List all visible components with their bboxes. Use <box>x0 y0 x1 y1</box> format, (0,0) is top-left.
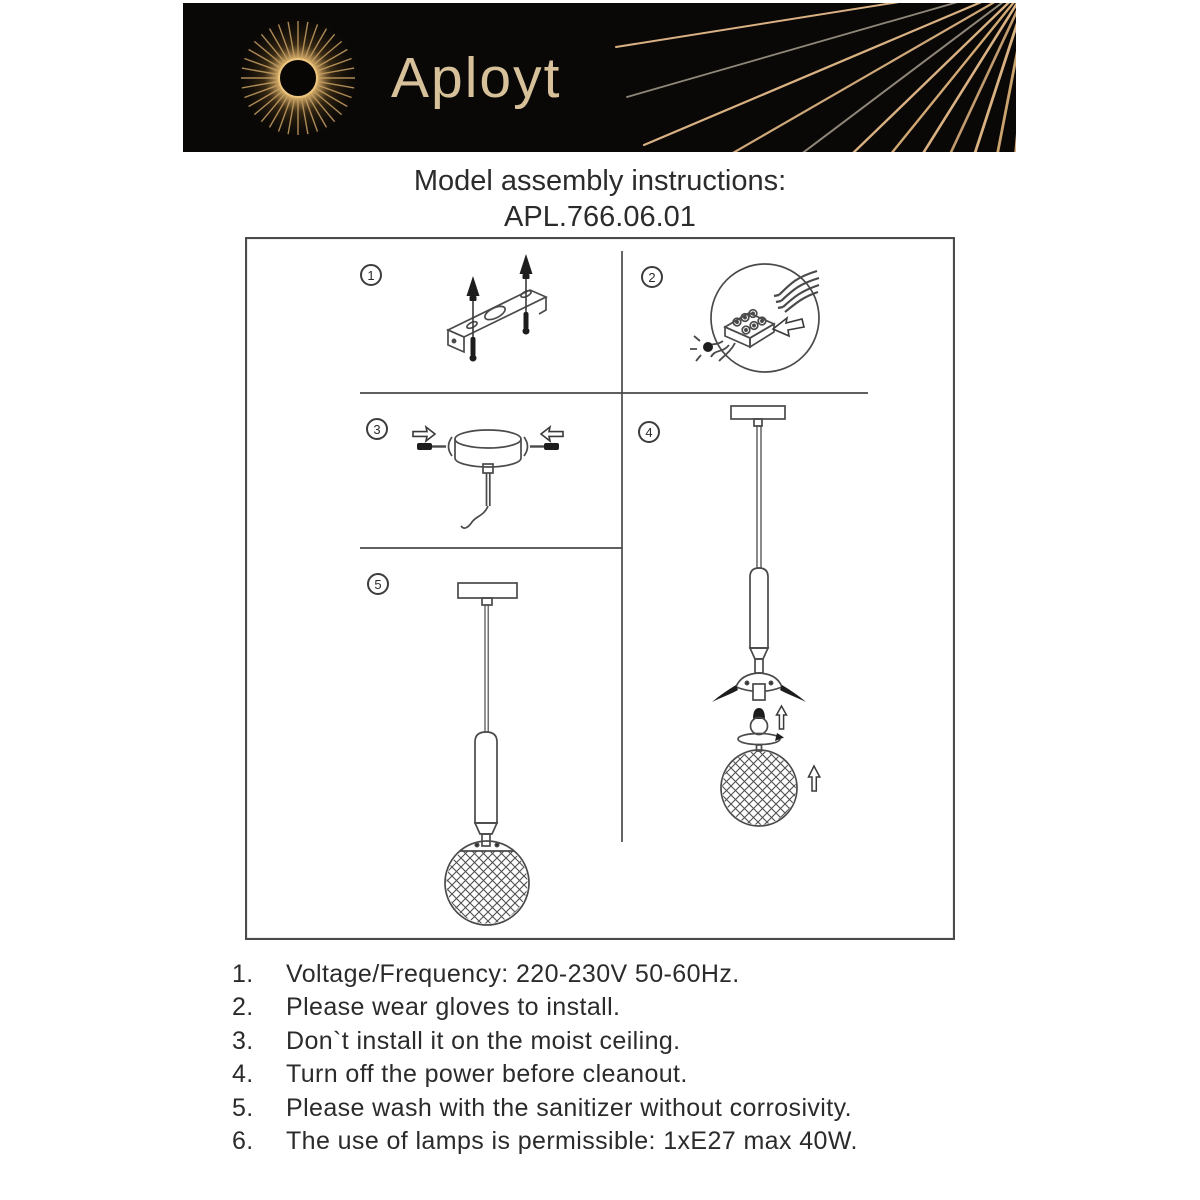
instruction-text: Don`t install it on the moist ceiling. <box>286 1026 681 1055</box>
up-arrow-icon <box>809 766 820 791</box>
brand-wordmark: Aployt <box>391 46 562 110</box>
instruction-item <box>232 1125 1012 1158</box>
instruction-item <box>232 1092 1012 1125</box>
crosshatched-glass-shade <box>445 841 529 925</box>
instruction-number: 2. <box>232 993 254 1022</box>
step-number-4: 4 <box>638 421 660 443</box>
terminal-block <box>725 310 774 347</box>
instruction-item <box>232 991 1012 1024</box>
banner-decorations <box>183 3 1016 152</box>
instruction-text: Please wear gloves to install. <box>286 993 621 1022</box>
ceiling-plate <box>731 406 785 419</box>
ceiling-plate <box>458 583 517 598</box>
instruction-number: 1. <box>232 960 254 988</box>
power-wire <box>461 506 488 528</box>
header-banner <box>183 3 1016 152</box>
instruction-item <box>232 958 1012 991</box>
assembly-diagram-drawing <box>245 237 955 940</box>
push-arrow-left-icon <box>413 427 435 441</box>
header-rays-decoration <box>611 3 1016 152</box>
diagram-border <box>246 238 954 939</box>
locking-screw-right <box>524 437 559 456</box>
step-number-1: 1 <box>360 264 382 286</box>
step2-wiring-detail <box>690 264 819 372</box>
insert-arrow-icon <box>773 318 804 336</box>
instruction-text: Turn off the power before cleanout. <box>286 1060 688 1089</box>
page-title: Model assembly instructions: <box>413 165 787 197</box>
step-number-5: 5 <box>367 573 389 595</box>
step3-canopy-illustration <box>413 427 563 528</box>
model-number: APL.766.06.01 <box>504 201 696 233</box>
crosshatched-glass-shade <box>721 750 797 826</box>
instruction-text: Voltage/Frequency: 220-230V 50-60Hz. <box>286 960 740 988</box>
instruction-text: Please wash with the sanitizer without corrosivity. <box>286 1093 852 1122</box>
step4-exploded-pendant <box>712 406 820 826</box>
body-cylinder <box>750 568 768 648</box>
step5-assembled-lamp <box>445 583 529 925</box>
instruction-text: The use of lamps is permissible: 1xE27 max 40W. <box>286 1126 858 1155</box>
instruction-number: 4. <box>232 1060 254 1089</box>
suspension-wire <box>485 605 488 732</box>
instruction-number: 3. <box>232 1026 254 1055</box>
assembly-diagram <box>245 237 955 940</box>
instruction-number: 5. <box>232 1093 254 1122</box>
step-number-2: 2 <box>641 266 663 288</box>
step-number-3: 3 <box>366 418 388 440</box>
suspension-rod <box>757 426 761 568</box>
light-bulb-icon <box>751 708 768 735</box>
instruction-item <box>232 1025 1012 1058</box>
instruction-item <box>232 1058 1012 1091</box>
anchor-screw-left <box>467 276 480 362</box>
step1-bracket-illustration <box>448 254 546 362</box>
locking-screw-left <box>417 437 452 456</box>
instructions-list <box>232 958 1012 1158</box>
push-arrow-right-icon <box>541 427 563 441</box>
title-block <box>0 163 1200 235</box>
shade-holder-fins <box>712 673 806 702</box>
up-arrow-icon <box>777 706 787 729</box>
instruction-number: 6. <box>232 1126 254 1155</box>
body-cylinder <box>475 732 497 823</box>
sunburst-logo-icon <box>236 16 360 140</box>
